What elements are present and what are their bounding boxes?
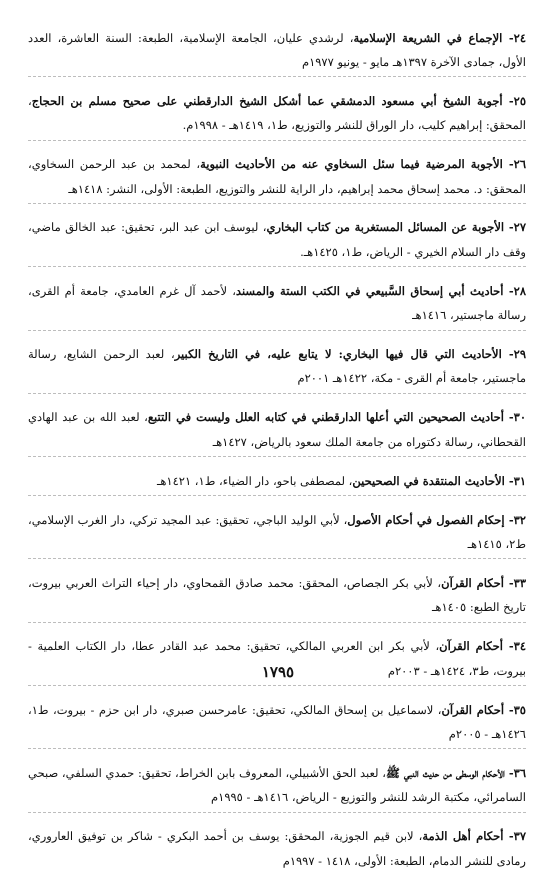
entry-number: ٣٠-: [503, 410, 526, 425]
entry-number: ٣٥-: [504, 702, 526, 717]
entry-number: ٣٧-: [503, 829, 526, 844]
entry-number: ٣٤-: [502, 639, 526, 654]
bibliography-entry: [28, 405, 526, 457]
bibliography-entry: [28, 279, 526, 331]
bibliography-entry: [28, 152, 526, 204]
entry-details: ، ليوسف ابن عبد البر، تحقيق: عبد الخالق ماضي، وقف دار السلام الخيري - الرياض، ط١، ١٤٢٥هـ.: [28, 220, 526, 259]
entry-number: ٣٢-: [504, 512, 526, 527]
bibliography-entry: [28, 824, 526, 875]
bibliography-entry: [28, 215, 526, 267]
entry-title: أجوبة الشيخ أبي مسعود الدمشقي عما أشكل الشيخ الدارقطني على صحيح مسلم بن الحجاج: [31, 93, 503, 108]
entry-title: أحكام القرآن: [439, 639, 503, 654]
entry-details: ، لأبي الوليد الباجي، تحقيق: عبد المجيد تركي، دار الغرب الإسلامي، ط٢، ١٤١٥هـ: [28, 512, 526, 551]
entry-title: أحكام القرآن: [441, 702, 505, 717]
bibliography-entry: [28, 26, 526, 78]
bibliography-entry: [28, 571, 526, 623]
entry-title: أحاديث الصحيحين التي أعلها الدارقطني في كتابه العلل وليست في التتبع: [147, 410, 504, 425]
bibliography-entry: [28, 89, 526, 141]
entry-title: أحكام أهل الذمة: [422, 829, 504, 844]
bibliography-entry: [28, 342, 526, 394]
bibliography-list: [28, 26, 526, 875]
entry-number: ٢٩-: [501, 347, 526, 362]
entry-title: الأحكام الوسطى من حديث النبي ﷺ: [385, 765, 505, 780]
entry-details: ، لاسماعيل بن إسحاق المالكي، تحقيق: عامرحسن صبري، دار ابن حزم - بيروت، ط١، ١٤٢٦هـ - ٢٠٠٥م: [28, 702, 526, 741]
entry-details: ، لعبد الحق الأشبيلي، المعروف بابن الخراط، تحقيق: حمدي السلفي، صبحي السامرائي، مكتبة الرشد للنشر والتوزيع - الرياض، ١٤١٦هـ - ١٩٩٥م: [28, 765, 526, 805]
entry-number: ٣٣-: [503, 575, 526, 590]
entry-details: ، لعبد الرحمن الشايع، رسالة ماجستير، جامعة أم القرى - مكة، ١٤٢٢هـ ٢٠٠١م: [28, 347, 526, 386]
bibliography-entry: [28, 469, 526, 496]
entry-details: ، لأحمد آل غرم العامدي، جامعة أم القرى، رسالة ماجستير، ١٤١٦هـ: [28, 283, 526, 323]
entry-details: ، لمحمد بن عبد الرحمن السخاوي، المحقق: د. محمد إسحاق محمد إبراهيم، دار الراية للنشر والتوزيع، الطبعة: الأولى، النشر: ١٤١٨هـ: [28, 157, 526, 196]
entry-title: الأحاديث التي قال فيها البخاري: لا يتابع عليه، في التاريخ الكبير: [174, 347, 502, 362]
entry-details: ، لأبي بكر ابن العربي المالكي، تحقيق: محمد عبد القادر عطا، دار الكتاب العلمية - بيروت، ط٣، ١٤٢٤هـ - ٢٠٠٣م: [28, 639, 526, 678]
entry-title: الإجماع في الشريعة الإسلامية: [353, 30, 503, 45]
entry-details: ، لرشدي عليان، الجامعة الإسلامية، الطبعة: السنة العاشرة، العدد الأول، جمادى الآخرة ١٣٩٧هـ مايو - يونيو ١٩٧٧م: [28, 30, 526, 69]
entry-number: ٢٧-: [504, 220, 526, 235]
entry-number: ٢٦-: [502, 157, 526, 172]
entry-number: ٣٦-: [504, 765, 527, 780]
entry-title: أحاديث أبي إسحاق السَّبيعي في الكتب الستة والمسند: [235, 283, 504, 298]
entry-title: أحكام القرآن: [441, 575, 504, 590]
entry-title: إحكام الفصول في أحكام الأصول: [347, 512, 505, 527]
entry-details: ، لأبي بكر الجصاص، المحقق: محمد صادق القمحاوي، دار إحياء التراث العربي بيروت، تاريخ الطبع: ١٤٠٥هـ: [28, 575, 526, 615]
entry-number: ٣١-: [504, 473, 526, 488]
bibliography-entry: [28, 698, 526, 750]
entry-details: ، لمصطفى باحو، دار الضياء، ط١، ١٤٢١هـ: [156, 473, 353, 488]
entry-title: الأجوبة عن المسائل المستغربة من كتاب البخاري: [266, 220, 505, 235]
entry-title: الأجوبة المرضية فيما سئل السخاوي عنه من الأحاديث النبوية: [200, 157, 503, 172]
entry-title: الأحاديث المنتقدة في الصحيحين: [352, 473, 505, 488]
page-number: ١٧٩٥: [261, 663, 295, 681]
entry-number: ٢٤-: [502, 30, 526, 45]
bibliography-entry: [28, 761, 526, 813]
entry-number: ٢٨-: [503, 283, 527, 298]
entry-details: ، المحقق: إبراهيم كليب، دار الوراق للنشر والتوزيع، ط١، ١٤١٩هـ - ١٩٩٨م.: [28, 93, 526, 133]
entry-details: ، لعبد الله بن عبد الهادي القحطاني، رسالة دكتوراه من جامعة الملك سعود بالرياض، ١٤٢٧هـ: [28, 410, 526, 449]
entry-number: ٢٥-: [502, 93, 527, 108]
entry-details: ، لابن قيم الجوزية، المحقق: يوسف بن أحمد البكري - شاكر بن توفيق العاروري، رمادى للنشر الدمام، الطبعة: الأولى، ١٤١٨ - ١٩٩٧م: [28, 829, 526, 868]
bibliography-entry: [28, 508, 526, 560]
